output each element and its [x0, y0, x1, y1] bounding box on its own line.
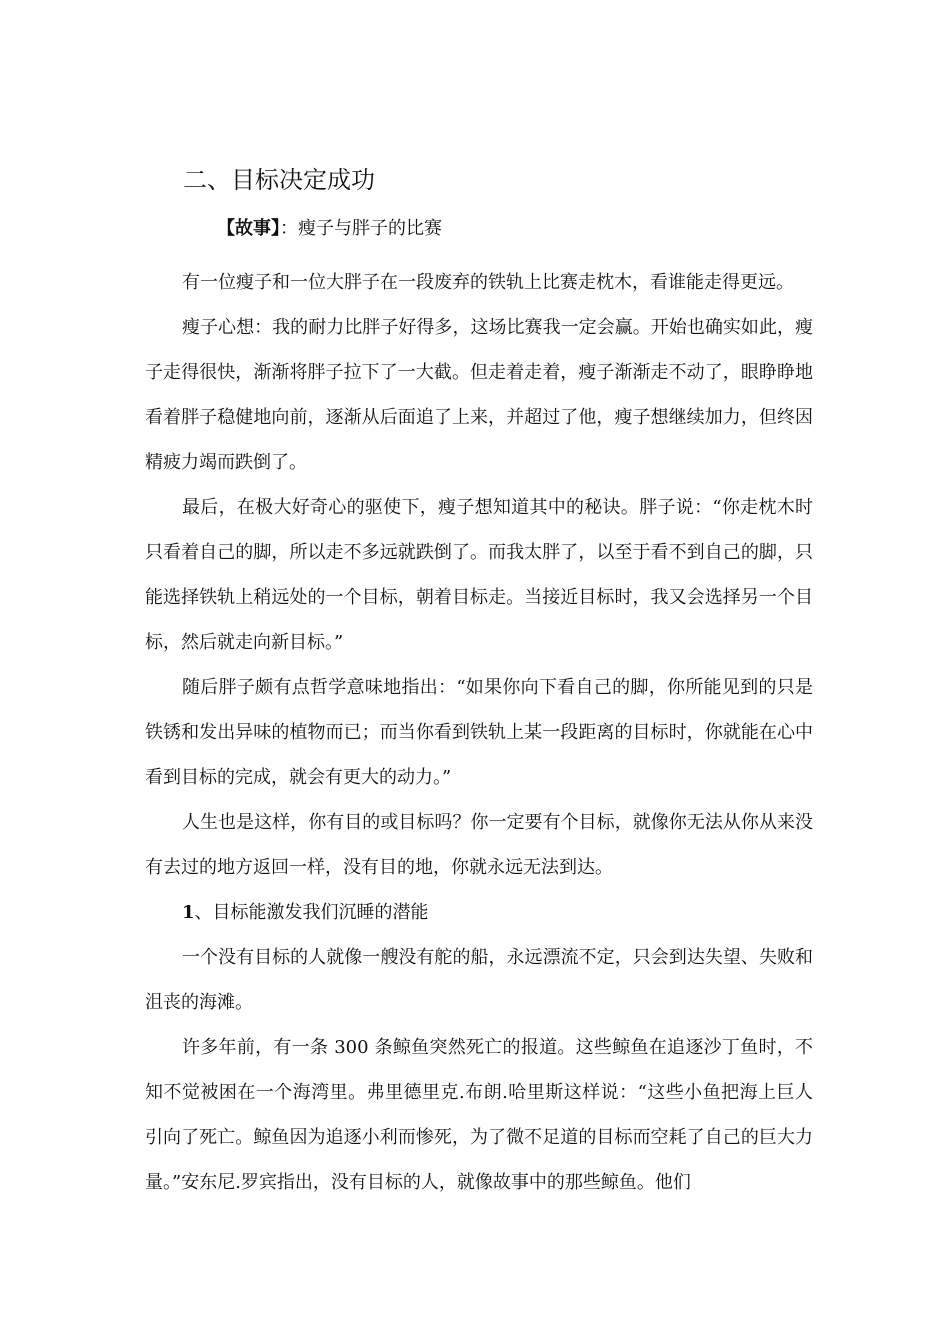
- section-number: 1: [182, 902, 195, 923]
- story-label: 【故事】: [217, 218, 280, 239]
- paragraph: 有一位瘦子和一位大胖子在一段废弃的铁轨上比赛走枕木，看谁能走得更远。: [182, 272, 794, 293]
- paragraph: 随后胖子颇有点哲学意味地指出：“如果你向下看自己的脚，你所能见到的只是铁锈和发出异味的植物而已；而当你看到铁轨上某一段距离的目标时，你就能在心中看到目标的完成，就会有更大的动力。”: [145, 677, 813, 788]
- paragraph: 瘦子心想：我的耐力比胖子好得多，这场比赛我一定会赢。开始也确实如此，瘦子走得很快，渐渐将胖子拉下了一大截。但走着走着，瘦子渐渐走不动了，眼睁睁地看着胖子稳健地向前，逐渐从后面追了上来，并超过了他，瘦子想继续加力，但终因精疲力竭而跌倒了。: [145, 317, 813, 473]
- story-title: ：瘦子与胖子的比赛: [280, 218, 442, 239]
- page-title: 二、目标决定成功: [183, 166, 375, 194]
- section-title: 、目标能激发我们沉睡的潜能: [194, 902, 429, 923]
- section-heading: [145, 890, 813, 935]
- paragraph: 人生也是这样，你有目的或目标吗？你一定要有个目标，就像你无法从你从来没有去过的地方返回一样，没有目的地，你就永远无法到达。: [145, 812, 813, 878]
- story-subheading: [217, 214, 442, 244]
- paragraph: 许多年前，有一条 300 条鲸鱼突然死亡的报道。这些鲸鱼在追逐沙丁鱼时，不知不觉被困在一个海湾里。弗里德里克.布朗.哈里斯这样说：“这些小鱼把海上巨人引向了死亡。鲸鱼因为追逐小利而惨死，为了微不足道的目标而空耗了自己的巨大力量。”安东尼.罗宾指出，没有目标的人，就像故事中的那些鲸鱼。他们: [145, 1037, 813, 1193]
- paragraph: 一个没有目标的人就像一艘没有舵的船，永远漂流不定，只会到达失望、失败和沮丧的海滩。: [145, 947, 813, 1013]
- document-body: [145, 260, 813, 1205]
- paragraph: 最后，在极大好奇心的驱使下，瘦子想知道其中的秘诀。胖子说：“你走枕木时只看着自己的脚，所以走不多远就跌倒了。而我太胖了，以至于看不到自己的脚，只能选择铁轨上稍远处的一个目标，朝着目标走。当接近目标时，我又会选择另一个目标，然后就走向新目标。”: [145, 497, 813, 653]
